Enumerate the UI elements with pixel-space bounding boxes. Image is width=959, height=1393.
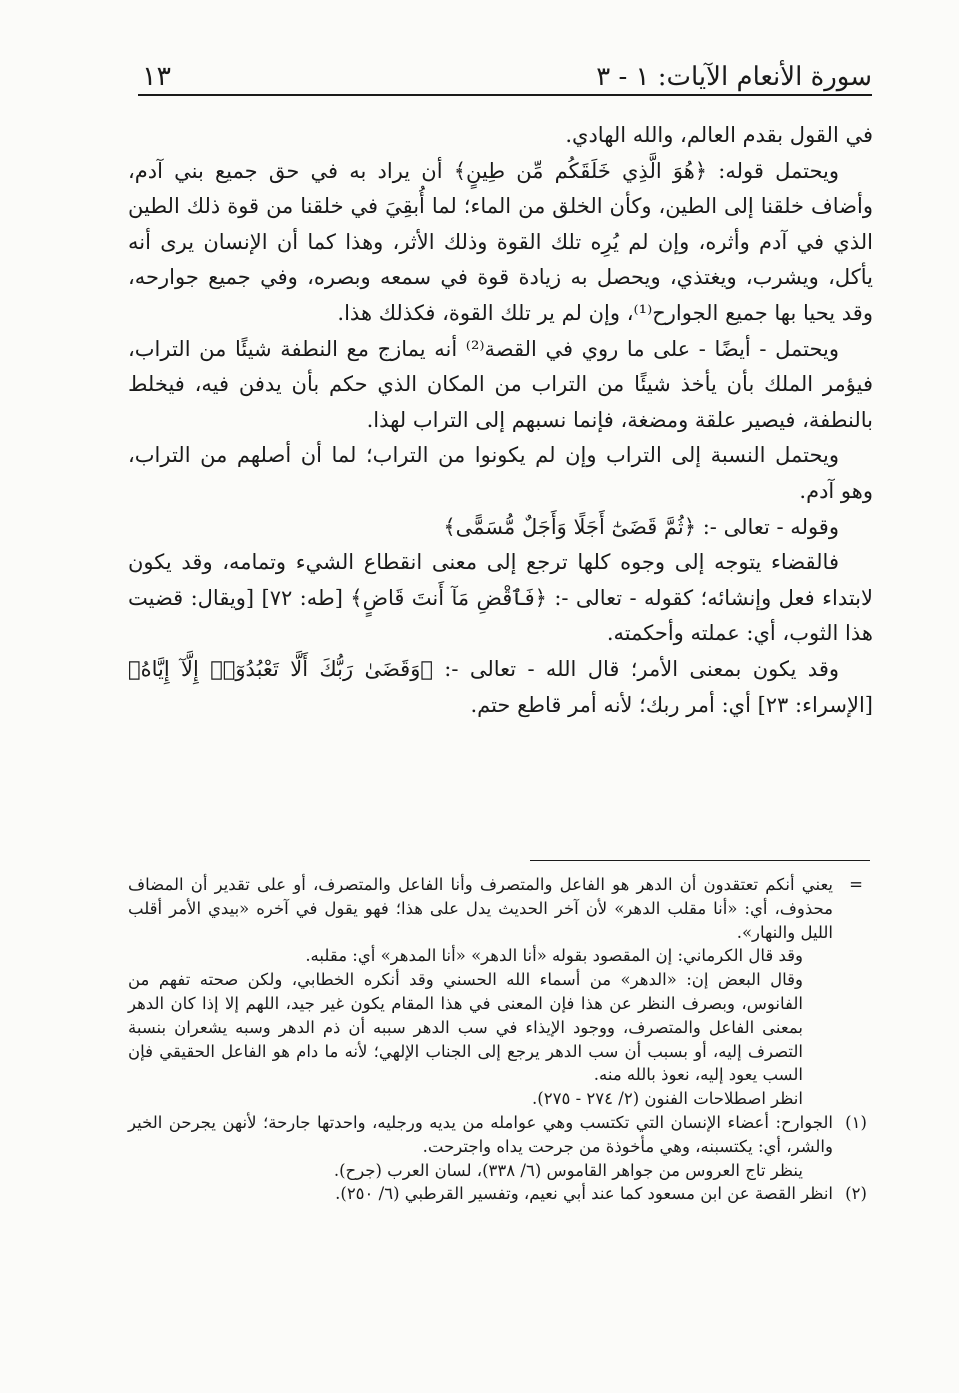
footnotes — [128, 873, 873, 1206]
paragraph-6: وقد يكون بمعنى الأمر؛ قال الله - تعالى -: ﴿وَقَضَىٰ رَبُّكَ أَلَّا تَعْبُدُوٓا۟ إِلَّآ إِيَّاهُ﴾ [الإسراء: ٢٣] أي: أمر ربك؛ لأنه أمر قاطع حتم. — [128, 656, 873, 717]
paragraph-1: في القول بقدم العالم، والله الهادي. — [565, 123, 873, 147]
paragraph-4: ويحتمل النسبة إلى التراب وإن لم يكونوا من التراب؛ لما أن أصلهم من التراب، وهو آدم. — [128, 443, 873, 503]
footnote-line: وقال البعض إن: «الدهر» من أسماء الله الحسني وقد أنكره الخطابي، ولكن صحته تفهم من الفانوس، وبصرف النظر عن هذا فإن المعنى في هذا المقام يكون غير جيد، اللهم إلا إذا كان الدهر بمعنى الفاعل والمتصرف، ووجود الإيذاء في سب الدهر سببه أن ذم الدهر وسبه يشعران بنسبة التصرف إليه، أو بسبب أن سب الدهر يرجع إلى الجناب الإلهي؛ لأنه ما دام هو الفاعل الحقيقي فإن السب يعود إليه، نعوذ بالله منه. — [128, 970, 803, 1085]
footnote-line: الجوارح: أعضاء الإنسان التي تكتسب وهي عوامله من يديه ورجليه، واحدتها جارحة؛ لأنهن يجرحن الخير والشر، أي: يكتسبنه، وهي مأخوذة من جرحت يداه واجترحت. — [128, 1112, 833, 1156]
page-header — [138, 44, 872, 90]
footnote-line: انظر اصطلاحات الفنون (٢/ ٢٧٤ - ٢٧٥). — [532, 1089, 803, 1109]
footnote-1 — [128, 1111, 873, 1182]
footnote-continuation — [128, 873, 873, 1111]
footnote-marker: (٢) — [845, 1184, 867, 1204]
footnote-marker: (١) — [845, 1112, 867, 1132]
footnote-2 — [128, 1182, 873, 1206]
paragraph-2: ويحتمل قوله: ﴿هُوَ الَّذِي خَلَقَكُم مِّن طِينٍ﴾ أن يراد به في حق جميع بني آدم، وأضاف خلقنا إلى الطين، وكأن الخلق من الماء؛ لما أُبقِيَ في خلقنا من قوة ذلك الطين الذي في آدم وأثره، وإن لم يُرِه تلك القوة وذلك الأثر، وهذا كما أن الإنسان يرى أنه يأكل، ويشرب، ويغتذي، ويحصل به زيادة قوة في سمعه وبصره، وفي جميع جوارحه، وقد يحيا بها جميع الجوارح⁽¹⁾، وإن لم ير تلك القوة، فكذلك هذا. — [128, 158, 873, 325]
footnote-separator — [530, 860, 870, 861]
paragraph-5: فالقضاء يتوجه إلى وجوه كلها ترجع إلى معنى انقطاع الشيء وتمامه، وقد يكون لابتداء فعل وإنشائه؛ كقوله - تعالى -: ﴿فَٱقْضِ مَآ أَنتَ قَاضٍ﴾ [طه: ٧٢] [ويقال: قضيت هذا الثوب، أي: عملته وأحكمته. — [128, 550, 873, 646]
footnote-line: ينظر تاج العروس من جواهر القاموس (٦/ ٣٣٨)، لسان العرب (جرح). — [333, 1160, 803, 1180]
footnote-line: وقد قال الكرماني: إن المقصود بقوله «أنا الدهر» «أنا المدهر» أي: مقلبه. — [305, 946, 803, 966]
footnote-marker: = — [849, 875, 863, 894]
header-rule — [138, 94, 872, 96]
paragraph-3: ويحتمل - أيضًا - على ما روي في القصة⁽²⁾ أنه يمازج مع النطفة شيئًا من التراب، فيؤمر الملك بأن يأخذ شيئًا من التراب من المكان الذي حكم بأن يدفن فيه، فيخلط بالنطفة، فيصير علقة ومضغة، فإنما نسبهم إلى التراب لهذا. — [128, 336, 873, 432]
main-text — [128, 118, 873, 723]
verse-heading: وقوله - تعالى -: ﴿ثُمَّ قَضَىٰٓ أَجَلًا وَأَجَلٌ مُّسَمًّى﴾ — [443, 514, 839, 539]
footnote-line: انظر القصة عن ابن مسعود كما عند أبي نعيم، وتفسير القرطبي (٦/ ٢٥٠). — [335, 1184, 833, 1204]
page-number: ١٣ — [142, 61, 172, 92]
running-head: سورة الأنعام الآيات: ١ - ٣ — [596, 62, 872, 92]
footnote-line: يعني أنكم تعتقدون أن الدهر هو الفاعل والمتصرف وأنا الفاعل والمتصرف، أو على تقدير أن المضاف محذوف، أي: «أنا مقلب الدهر» لأن آخر الحديث يدل على هذا؛ فهو يقول في آخره «بيدي الأمر أقلب الليل والنهار». — [128, 875, 833, 942]
